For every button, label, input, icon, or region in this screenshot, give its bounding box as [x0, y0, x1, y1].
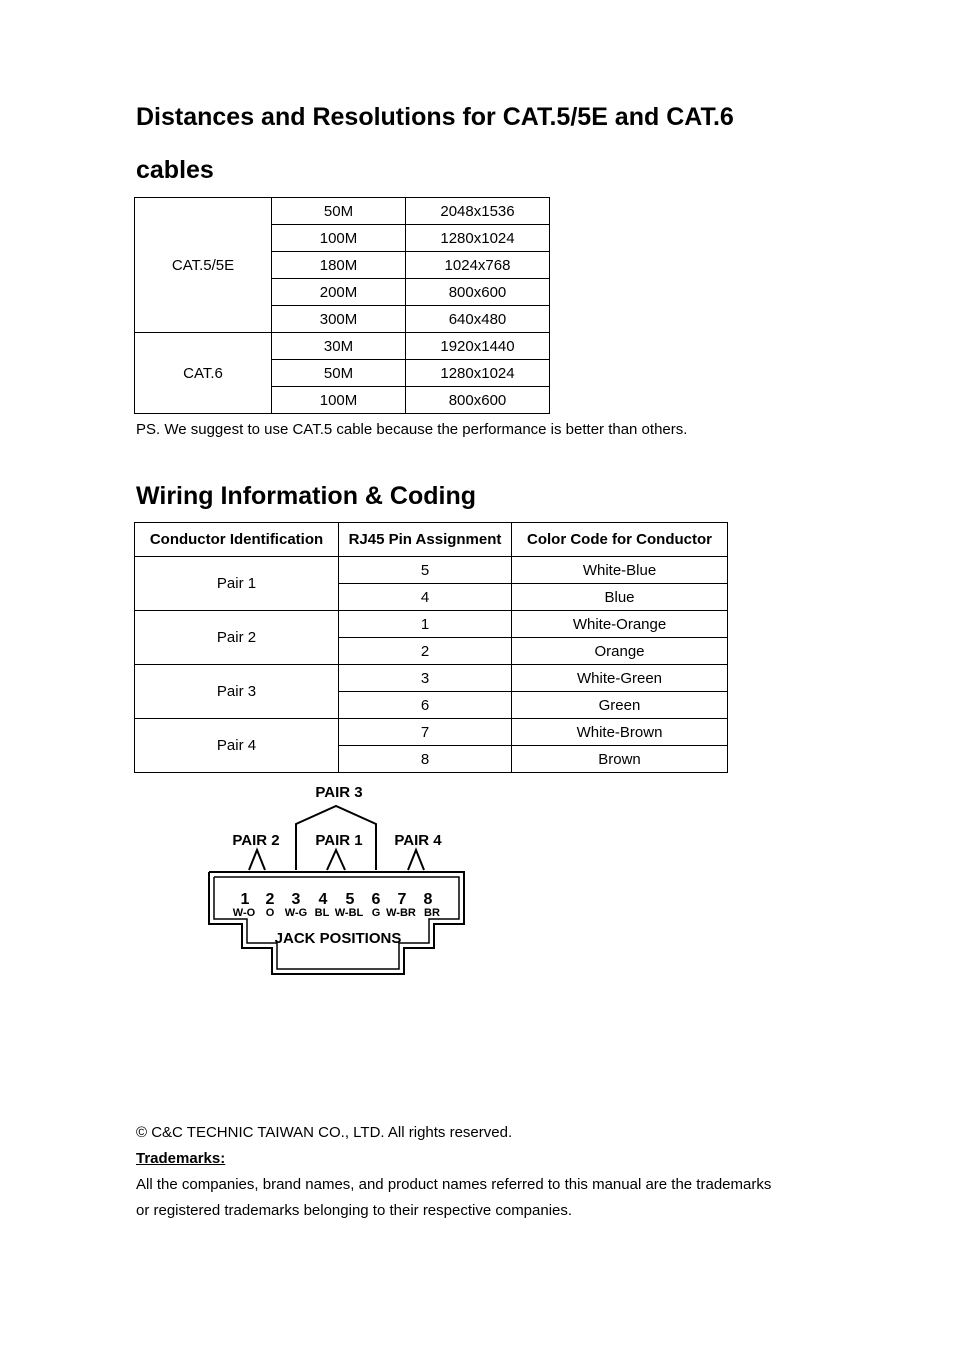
jack-body-inner [214, 877, 459, 969]
pin-code: BR [424, 907, 440, 919]
pin-code: O [265, 907, 275, 919]
pin-code: W-BR [386, 907, 416, 919]
column-header: Color Code for Conductor [512, 523, 728, 557]
distance-cell: 200M [272, 279, 406, 306]
distance-cell: 100M [272, 387, 406, 414]
pin-number: 8 [423, 891, 433, 908]
wiring-table [134, 522, 728, 773]
distance-cell: 50M [272, 198, 406, 225]
copyright-notice: © C&C TECHNIC TAIWAN CO., LTD. All rights reserved. [136, 1124, 513, 1141]
color-cell: Blue [512, 584, 728, 611]
column-header: Conductor Identification [135, 523, 339, 557]
pair4-chevron [408, 850, 424, 870]
pin-cell: 8 [339, 746, 512, 773]
table-row [135, 665, 728, 692]
pair-name-cell: Pair 1 [135, 557, 339, 611]
section-title-wiring: Wiring Information & Coding [136, 482, 477, 510]
jack-positions-caption: JACK POSITIONS [274, 930, 402, 947]
distance-resolution-table [134, 197, 550, 414]
pin-number: 2 [265, 891, 275, 908]
distance-cell: 300M [272, 306, 406, 333]
pair2-label: PAIR 2 [232, 832, 280, 849]
pair-labels [232, 784, 442, 849]
table-row [135, 333, 550, 360]
pair3-label: PAIR 3 [315, 784, 363, 801]
trademarks-heading: Trademarks: [136, 1150, 226, 1167]
cable-type-cell: CAT.5/5E [135, 198, 272, 333]
pin-number: 7 [397, 891, 407, 908]
color-cell: White-Blue [512, 557, 728, 584]
resolution-cell: 1920x1440 [406, 333, 550, 360]
pair-name-cell: Pair 4 [135, 719, 339, 773]
pair-name-cell: Pair 2 [135, 611, 339, 665]
pin-cell: 7 [339, 719, 512, 746]
distance-cell: 30M [272, 333, 406, 360]
color-cell: White-Orange [512, 611, 728, 638]
table-row [135, 611, 728, 638]
distance-cell: 50M [272, 360, 406, 387]
pair4-label: PAIR 4 [394, 832, 442, 849]
resolution-cell: 640x480 [406, 306, 550, 333]
pair2-chevron [249, 850, 265, 870]
trademarks-text: All the companies, brand names, and product names referred to this manual are the trademarks or registered trademarks belonging to their respective companies. [136, 1176, 772, 1219]
resolution-cell: 800x600 [406, 279, 550, 306]
section-title-distances: Distances and Resolutions for CAT.5/5E and CAT.6 [136, 103, 734, 131]
distance-cell: 100M [272, 225, 406, 252]
distance-cell: 180M [272, 252, 406, 279]
pin-number: 3 [291, 891, 301, 908]
pin-number: 5 [345, 891, 355, 908]
pin-cell: 4 [339, 584, 512, 611]
pin-cell: 6 [339, 692, 512, 719]
pin-cell: 5 [339, 557, 512, 584]
cable-suggestion-note: PS. We suggest to use CAT.5 cable because the performance is better than others. [136, 421, 688, 438]
color-cell: White-Brown [512, 719, 728, 746]
pin-code: BL [314, 907, 330, 919]
color-cell: White-Green [512, 665, 728, 692]
pin-number: 4 [318, 891, 328, 908]
pin-cell: 2 [339, 638, 512, 665]
pin-cell: 3 [339, 665, 512, 692]
pin-code: W-BL [334, 907, 364, 919]
resolution-cell: 1280x1024 [406, 360, 550, 387]
pin-number: 6 [371, 891, 381, 908]
pin-code: W-O [232, 907, 256, 919]
resolution-cell: 1024x768 [406, 252, 550, 279]
color-cell: Brown [512, 746, 728, 773]
rj45-jack-diagram [205, 778, 471, 980]
table-row [135, 557, 728, 584]
table-header-row [135, 523, 728, 557]
section-title-distances-cont: cables [136, 156, 214, 184]
pair1-label: PAIR 1 [315, 832, 363, 849]
table-row [135, 719, 728, 746]
resolution-cell: 800x600 [406, 387, 550, 414]
cable-type-cell: CAT.6 [135, 333, 272, 414]
resolution-cell: 1280x1024 [406, 225, 550, 252]
color-cell: Orange [512, 638, 728, 665]
pin-numbers [241, 891, 433, 908]
pin-number: 1 [240, 891, 250, 908]
pair-name-cell: Pair 3 [135, 665, 339, 719]
pin-color-codes [233, 907, 440, 919]
resolution-cell: 2048x1536 [406, 198, 550, 225]
pair1-chevron [327, 850, 345, 870]
pin-code: G [371, 907, 381, 919]
table-row [135, 198, 550, 225]
pin-cell: 1 [339, 611, 512, 638]
column-header: RJ45 Pin Assignment [339, 523, 512, 557]
color-cell: Green [512, 692, 728, 719]
pin-code: W-G [284, 907, 308, 919]
